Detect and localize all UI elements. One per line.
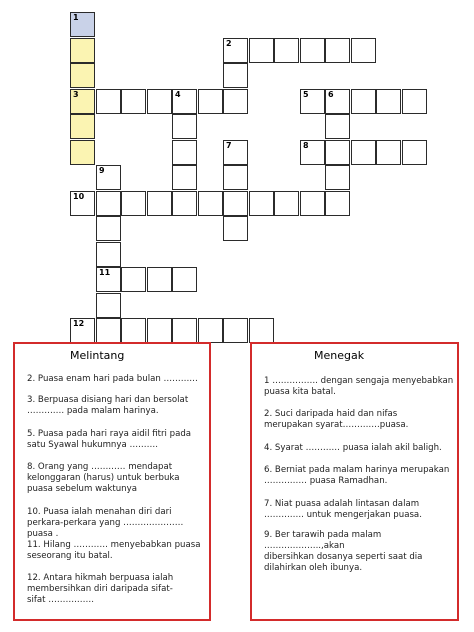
crossword-cell[interactable] xyxy=(70,89,95,114)
crossword-cell[interactable] xyxy=(249,38,274,63)
clue-number: 8 xyxy=(303,141,309,150)
crossword-cell[interactable] xyxy=(172,318,197,343)
crossword-cell[interactable] xyxy=(172,114,197,139)
crossword-cell[interactable] xyxy=(198,191,223,216)
crossword-cell[interactable] xyxy=(223,191,248,216)
across-clue-5: 5. Puasa pada hari raya aidil fitri pada satu Syawal hukumnya ………. xyxy=(27,429,192,450)
crossword-cell[interactable] xyxy=(249,318,274,343)
crossword-cell[interactable] xyxy=(121,191,146,216)
crossword-cell[interactable] xyxy=(300,38,325,63)
crossword-cell[interactable] xyxy=(172,191,197,216)
crossword-cell[interactable] xyxy=(325,89,350,114)
down-clue-4: 4. Syarat ………… puasa ialah akil baligh. xyxy=(264,443,442,453)
crossword-cell[interactable] xyxy=(274,38,299,63)
down-clue-9: 9. Ber tarawih pada malam ………………..,akan dibersihkan dosanya seperti saat dia dilahirkan oleh ibunya. xyxy=(264,530,423,573)
down-clue-1: 1 ……………. dengan sengaja menyebabkan puasa kita batal. xyxy=(264,376,454,397)
crossword-cell[interactable] xyxy=(351,89,376,114)
crossword-cell[interactable] xyxy=(223,63,248,88)
crossword-cell[interactable] xyxy=(70,191,95,216)
crossword-cell[interactable] xyxy=(223,318,248,343)
crossword-cell[interactable] xyxy=(325,165,350,190)
clue-number: 5 xyxy=(303,90,309,99)
crossword-cell[interactable] xyxy=(198,89,223,114)
crossword-cell[interactable] xyxy=(96,242,121,267)
crossword-cell[interactable] xyxy=(172,165,197,190)
clue-number: 1 xyxy=(73,13,79,22)
crossword-cell[interactable] xyxy=(70,38,95,63)
crossword-cell[interactable] xyxy=(402,140,427,165)
crossword-cell[interactable] xyxy=(325,38,350,63)
across-clue-12: 12. Antara hikmah berpuasa ialah membersihkan diri daripada sifat- sifat ……………. xyxy=(27,573,174,605)
crossword-cell[interactable] xyxy=(96,89,121,114)
clue-number: 7 xyxy=(226,141,232,150)
across-clue-11: 11. Hilang ………… menyebabkan puasa seseorang itu batal. xyxy=(27,540,201,561)
crossword-cell[interactable] xyxy=(325,140,350,165)
crossword-cell[interactable] xyxy=(96,165,121,190)
clue-number: 3 xyxy=(73,90,79,99)
crossword-cell[interactable] xyxy=(223,38,248,63)
crossword-cell[interactable] xyxy=(300,191,325,216)
clue-number: 12 xyxy=(73,319,85,328)
clue-number: 6 xyxy=(328,90,334,99)
crossword-cell[interactable] xyxy=(96,267,121,292)
crossword-cell[interactable] xyxy=(147,191,172,216)
crossword-cell[interactable] xyxy=(325,191,350,216)
crossword-cell[interactable] xyxy=(96,318,121,343)
crossword-cell[interactable] xyxy=(70,114,95,139)
crossword-cell[interactable] xyxy=(121,267,146,292)
crossword-cell[interactable] xyxy=(376,140,401,165)
crossword-cell[interactable] xyxy=(172,89,197,114)
down-clue-7: 7. Niat puasa adalah lintasan dalam ………….. untuk mengerjakan puasa. xyxy=(264,499,422,520)
crossword-cell[interactable] xyxy=(147,318,172,343)
crossword-cell[interactable] xyxy=(376,89,401,114)
crossword-cell[interactable] xyxy=(96,216,121,241)
clue-number: 9 xyxy=(99,166,105,175)
crossword-cell[interactable] xyxy=(223,140,248,165)
crossword-cell[interactable] xyxy=(70,140,95,165)
across-title: Melintang xyxy=(70,349,125,362)
clue-number: 4 xyxy=(175,90,181,99)
crossword-cell[interactable] xyxy=(121,89,146,114)
crossword-cell[interactable] xyxy=(147,89,172,114)
clue-number: 2 xyxy=(226,39,232,48)
crossword-cell[interactable] xyxy=(402,89,427,114)
across-clue-10: 10. Puasa ialah menahan diri dari perkara-perkara yang ………………… puasa . xyxy=(27,507,184,539)
down-clues-panel xyxy=(250,342,459,621)
crossword-cell[interactable] xyxy=(121,318,146,343)
across-clue-3: 3. Berpuasa disiang hari dan bersolat …………. pada malam harinya. xyxy=(27,395,189,416)
crossword-cell[interactable] xyxy=(300,89,325,114)
down-title: Menegak xyxy=(314,349,365,362)
crossword-cell[interactable] xyxy=(70,318,95,343)
crossword-cell[interactable] xyxy=(198,318,223,343)
crossword-cell[interactable] xyxy=(325,114,350,139)
crossword-cell[interactable] xyxy=(172,267,197,292)
crossword-cell[interactable] xyxy=(223,165,248,190)
crossword-cell[interactable] xyxy=(172,140,197,165)
crossword-cell[interactable] xyxy=(351,140,376,165)
clue-number: 11 xyxy=(99,268,111,277)
crossword-cell[interactable] xyxy=(70,63,95,88)
crossword-cell[interactable] xyxy=(249,191,274,216)
crossword-cell[interactable] xyxy=(147,267,172,292)
crossword-cell[interactable] xyxy=(351,38,376,63)
crossword-cell[interactable] xyxy=(96,191,121,216)
crossword-cell[interactable] xyxy=(223,89,248,114)
down-clue-2: 2. Suci daripada haid dan nifas merupakan syarat………….puasa. xyxy=(264,409,409,430)
across-clue-2: 2. Puasa enam hari pada bulan ………… xyxy=(27,374,198,384)
crossword-cell[interactable] xyxy=(300,140,325,165)
across-clue-8: 8. Orang yang ………… mendapat kelonggaran (harus) untuk berbuka puasa sebelum waktunya xyxy=(27,462,180,494)
down-clue-6: 6. Berniat pada malam harinya merupakan …………… puasa Ramadhan. xyxy=(264,465,450,486)
crossword-cell[interactable] xyxy=(96,293,121,318)
crossword-cell[interactable] xyxy=(274,191,299,216)
crossword-cell[interactable] xyxy=(70,12,95,37)
crossword-cell[interactable] xyxy=(223,216,248,241)
across-clues-panel xyxy=(13,342,211,621)
clue-number: 10 xyxy=(73,192,85,201)
